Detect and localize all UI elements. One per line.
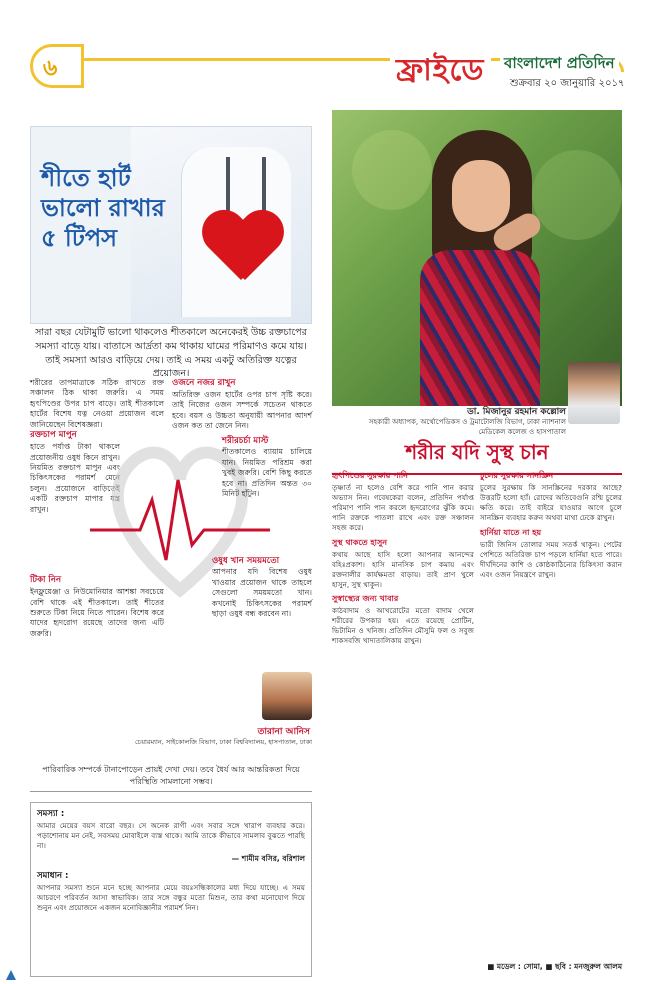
issue-date: শুক্রবার ২০ জানুয়ারি ২০১৭ — [510, 78, 625, 89]
article-paragraph: কাঠবাদাম ও আখরোটের মতো বাদাম খেলে শরীরের উপকার হয়। এতে রয়েছে প্রোটিন, ভিটামিন ও খনিজ। প্রতিদিন মৌসুমি ফল ও সবুজ শাকসবজি খাদ্যতালিকায় রাখুন। — [332, 606, 474, 646]
feature-title: শীতে হার্ট ভালো রাখার ৫ টিপস — [41, 163, 165, 252]
feature-subheading: ওজনে নজর রাখুন — [172, 378, 236, 388]
feature-paragraph: অতিরিক্ত ওজন হার্টের ওপর চাপ সৃষ্টি করে। তাই নিজের ওজন সম্পর্কে সচেতন থাকতে হবে। বয়স ও উচ্চতা অনুযায়ী আপনার আদর্শ ওজন কত তা জেনে নিন। — [172, 389, 312, 431]
article-title: শরীর যদি সুস্থ চান — [332, 438, 622, 475]
doctor-role: সহকারী অধ্যাপক, অর্থোপেডিকস ও ট্রমাটোলজি বিভাগ, ঢাকা ন্যাশনাল মেডিকেল কলেজ ও হাসপাতাল — [368, 418, 566, 436]
column-summary: পারিবারিক সম্পর্কে টানাপোড়েন প্রায়ই দেখা দেয়। তবে ধৈর্য আর আন্তরিকতা দিয়ে পরিস্থিতি সামলানো সম্ভব। — [30, 764, 312, 792]
author-role: চেয়ারম্যান, সাইকোলজি বিভাগ, ঢাকা বিশ্ববিদ্যালয়, হাসপাতাল, ঢাকা — [135, 738, 312, 746]
article-subheading: চুলের সুরক্ষায় সানস্ক্রিন — [480, 471, 554, 480]
feature-paragraph: শীতকালেও ব্যায়াম চালিয়ে যান। নিয়মিত পরিশ্রম করা খুবই জরুরি। বেশি কিছু করতে হবে না। প্রতিদিন অন্তত ৩০ মিনিট হাঁটুন। — [222, 447, 312, 499]
article-subheading: সুস্থ থাকতে হাসুন — [332, 537, 388, 547]
feature-paragraph: শরীরের তাপমাত্রাকে সঠিক রাখতে রক্ত সঞ্চালন ঠিক থাকা জরুরি। এ সময় হৃৎপিণ্ডের উপর চাপ বাড়ে। তাই শীতকালে হার্টের বিশেষ যত্ন নেওয়া প্রয়োজন বলে জানিয়েছেন বিশেষজ্ঞরা। — [30, 378, 164, 429]
article-paragraph: তৃষ্ণার্ত না হলেও বেশি করে পানি পান করার অভ্যাস নিন। গবেষকেরা বলেন, প্রতিদিন পর্যাপ্ত পরিমাণ পানি পান করলে হৃদরোগের ঝুঁকি কমে। পানি রক্তকে পাতলা রাখে এবং রক্ত সঞ্চালন সহজ করে। — [332, 483, 474, 532]
author-photo — [262, 672, 312, 720]
article-subheading: সুস্বাস্থ্যের জন্য খাবার — [332, 594, 399, 604]
article-paragraph: ভারী জিনিস তোলার সময় সতর্ক থাকুন। পেটের পেশিতে অতিরিক্ত চাপ পড়লে হার্নিয়া হতে পারে। দীর্ঘদিনের কাশি ও কোষ্ঠকাঠিন্যের চিকিৎসা করান এবং ওজন নিয়ন্ত্রণে রাখুন। — [480, 539, 622, 579]
heart-feature-photo — [30, 126, 312, 324]
article-paragraph: চুলের সুরক্ষায় কি সানস্ক্রিনের দরকার আছে? উত্তরটি হলো হ্যাঁ। রোদের অতিবেগুনি রশ্মি চুলের ক্ষতি করে। তাই বাইরে যাওয়ার আগে চুলে সানস্ক্রিন ব্যবহার করুন অথবা মাথা ঢেকে রাখুন। — [480, 483, 622, 522]
page-number: ৬ — [43, 55, 58, 81]
article-paragraph: কথায় আছে হাসি হলো আপনার আনন্দের বহিঃপ্রকাশ। হাসি মানসিক চাপ কমায় এবং রক্তনালীর কার্যক্ষমতা বাড়ায়। তাই প্রাণ খুলে হাসুন, সুস্থ থাকুন। — [332, 549, 474, 589]
page-number-frame — [30, 44, 84, 88]
feature-paragraph: হাতে পর্যাপ্ত টাকা থাকলে প্রয়োজনীয় ওষুধ কিনে রাখুন। নিয়মিত রক্তচাপ মাপুন এবং চিকিৎসকের পরামর্শ মেনে চলুন। প্রয়োজনে বাড়িতেই একটি রক্তচাপ মাপার যন্ত্র রাখুন। — [30, 442, 120, 514]
feature-paragraph: ইনফ্লুয়েঞ্জা ও নিউমোনিয়ার আশঙ্কা সবচেয়ে বেশি থাকে এই শীতকালে। তাই শীতের শুরুতে টিকা নিয়ে নিতে পারেন। বিশেষ করে যাদের হৃদরোগ রয়েছে তাদের জন্য এটি জরুরি। — [30, 587, 164, 638]
feature-column-2 — [172, 378, 312, 620]
article-column-2 — [480, 470, 622, 584]
article-column-1 — [332, 470, 474, 650]
photo-credit: ■ মডেল : সোমা, ■ ছবি : মনজুরুল আলম — [487, 962, 622, 971]
answer-text: আপনার সমস্যা শুনে মনে হচ্ছে আপনার মেয়ে বয়ঃসন্ধিকালের মধ্য দিয়ে যাচ্ছে। এ সময় আচরণে পরিবর্তন আসা স্বাভাবিক। তার সঙ্গে বন্ধুর মতো মিশুন, তার কথা মনোযোগ দিয়ে শুনুন এবং প্রয়োজনে একজন মনোবিজ্ঞানীর পরামর্শ নিন। — [37, 883, 305, 913]
advice-column — [30, 802, 312, 977]
feature-subheading: টিকা নিন — [30, 575, 62, 586]
feature-intro: সারা বছর যেটামুটি ভালো থাকলেও শীতকালে অনেকেরই উচ্চ রক্তচাপের সমস্যা বাড়ে যায়। বাতাসে আর্দ্রতা কম থাকায় ঘামের পরিমাণও কমে যায়। তাই সমস্যা আরও বাড়িয়ে দেয়। তাই এ সময় একটু অতিরিক্ত যত্নের প্রয়োজন। — [35, 327, 307, 380]
feature-subheading: রক্তচাপ মাপুন — [30, 430, 77, 441]
feature-subheading: ওষুধ খান সময়মতো — [212, 555, 280, 566]
feature-subheading: শরীরচর্চা মাস্ট — [222, 435, 269, 446]
article-subheading: হৃৎপিণ্ডের সুরক্ষায় পানি — [332, 471, 408, 480]
question-heading: সমস্যা : — [37, 809, 65, 819]
page-header — [0, 0, 650, 110]
article-subheading: হার্নিয়া যাতে না হয় — [480, 527, 542, 537]
doctor-name: ডা. মিজানুর রহমান কল্লোল — [467, 407, 566, 417]
corner-logo-icon — [4, 968, 18, 982]
question-text: আমার মেয়ের বয়স বারো বছর। সে অনেক রাগী এবং সবার সঙ্গে খারাপ ব্যবহার করে। পড়াশোনায় মন নেই, সবসময় মোবাইলে ব্যস্ত থাকে। আমি তাকে কীভাবে সামলাব বুঝতে পারছি না। — [37, 821, 305, 851]
doctor-photo — [568, 362, 620, 424]
feature-paragraph: আপনার যদি বিশেষ ওষুধ খাওয়ার প্রয়োজন থাকে তাহলে সেগুলো সময়মতো খান। কখনোই চিকিৎসকের পরামর্শ ছাড়া ওষুধ বন্ধ করবেন না। — [212, 567, 312, 619]
section-title: ফ্রাইডে — [390, 46, 491, 97]
heart-icon — [201, 212, 281, 292]
answer-heading: সমাধান : — [37, 871, 69, 882]
author-name: তারানা আনিস — [257, 727, 310, 737]
newspaper-masthead: বাংলাদেশ প্রতিদিন — [500, 52, 619, 77]
question-signature: — শামীম বসির, বরিশাল — [231, 854, 305, 864]
